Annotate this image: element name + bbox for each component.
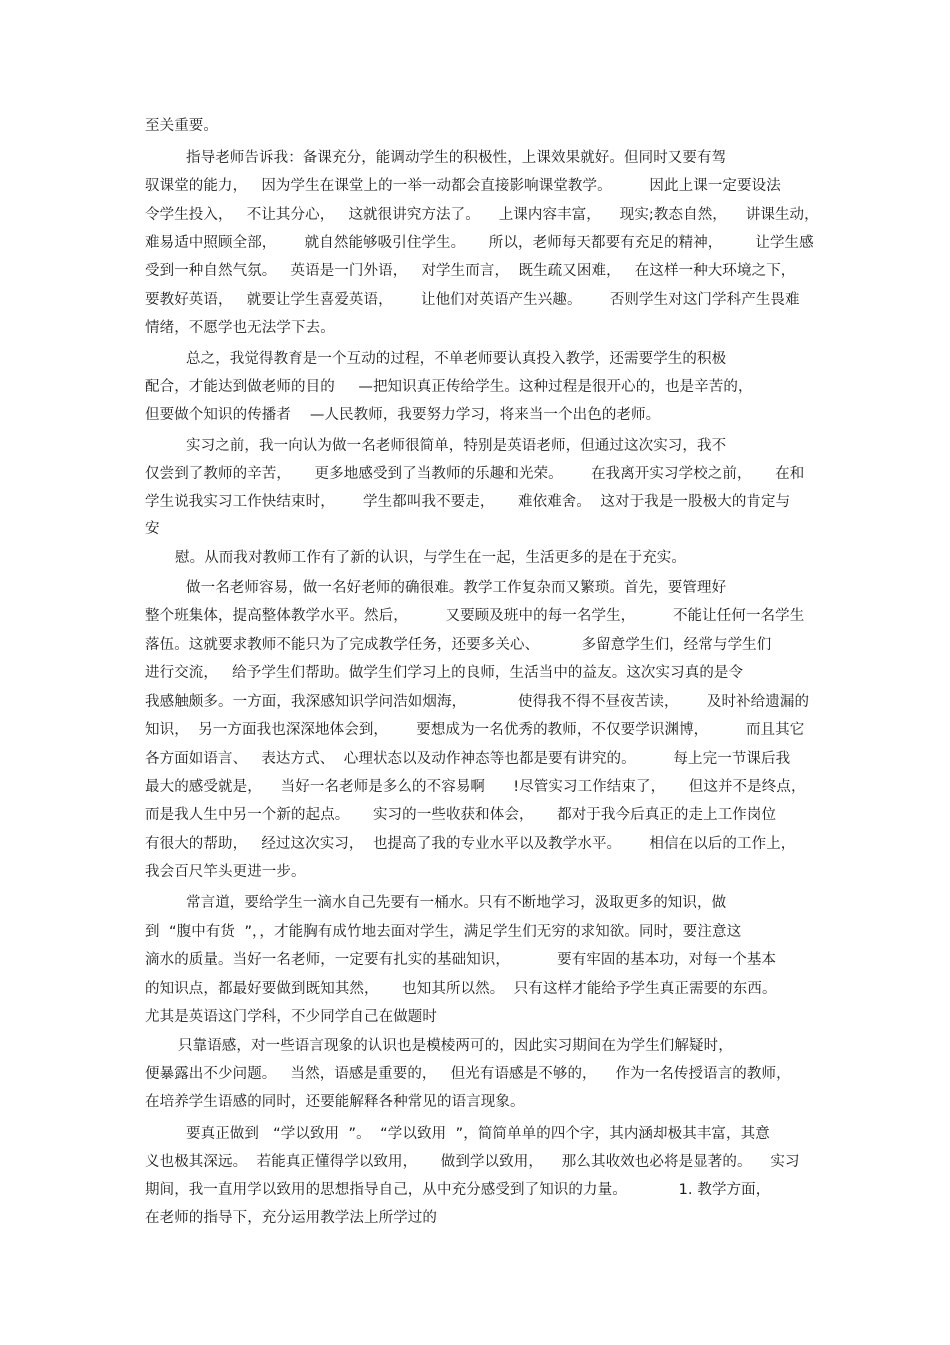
text-line: 最大的感受就是， 当好一名老师是多么的不容易啊 !尽管实习工作结束了， 但这并不是终点，: [145, 779, 806, 795]
text-line: 在老师的指导下，充分运用教学法上所学过的: [145, 1210, 437, 1226]
text-line: 做一名老师容易，做一名好老师的确很难。教学工作复杂而又繁琐。首先，要管理好: [186, 580, 727, 596]
text-line: 尤其是英语这门学科，不少同学自己在做题时: [145, 1009, 437, 1025]
text-line: 便暴露出不少问题。 当然，语感是重要的， 但光有语感是不够的， 作为一名传授语言的教师，: [145, 1066, 791, 1082]
text-line: 情绪，不愿学也无法学下去。: [145, 320, 335, 336]
text-line: 的知识点，都最好要做到既知其然， 也知其所以然。 只有这样才能给予学生真正需要的东西。: [145, 981, 777, 997]
text-line: 指导老师告诉我：备课充分，能调动学生的积极性，上课效果就好。但同时又要有驾: [186, 150, 727, 166]
text-line: 仅尝到了教师的辛苦， 更多地感受到了当教师的乐趣和光荣。 在我离开实习学校之前， 在和: [145, 466, 805, 482]
text-line: 有很大的帮助， 经过这次实习， 也提高了我的专业水平以及教学水平。 相信在以后的工作上，: [145, 836, 796, 852]
text-line: 但要做个知识的传播者 —人民教师，我要努力学习，将来当一个出色的老师。: [145, 407, 661, 423]
text-line: 令学生投入， 不让其分心， 这就很讲究方法了。 上课内容丰富， 现实;教态自然， 讲课生动，: [145, 207, 819, 223]
text-line: 安: [145, 521, 160, 537]
text-line: 各方面如语言、 表达方式、 心理状态以及动作神态等也都是要有讲究的。 每上完一节课后我: [145, 751, 791, 767]
text-line: 实习之前，我一向认为做一名老师很简单，特别是英语老师，但通过这次实习，我不: [186, 438, 727, 454]
text-line: 只靠语感，对一些语言现象的认识也是模棱两可的，因此实习期间在为学生们解疑时，: [178, 1038, 733, 1054]
text-line: 我会百尺竿头更进一步。: [145, 864, 306, 880]
text-line: 学生说我实习工作快结束时， 学生都叫我不要走， 难依难舍。 这对于我是一股极大的肯定与: [145, 494, 791, 510]
text-line: 配合，才能达到做老师的目的 —把知识真正传给学生。这种过程是很开心的，也是辛苦的，: [145, 379, 753, 395]
text-line: 难易适中照顾全部， 就自然能够吸引住学生。 所以，老师每天都要有充足的精神， 让学生感: [145, 235, 814, 251]
text-line: 驭课堂的能力， 因为学生在课堂上的一举一动都会直接影响课堂教学。 因此上课一定要设法: [145, 178, 781, 194]
text-line: 知识， 另一方面我也深深地体会到， 要想成为一名优秀的教师，不仅要学识渊博， 而且其它: [145, 722, 805, 738]
text-line: 落伍。这就要求教师不能只为了完成教学任务，还要多关心、 多留意学生们，经常与学生们: [145, 637, 772, 653]
text-line: 受到一种自然气氛。 英语是一门外语， 对学生而言， 既生疏又困难， 在这样一种大环境之下，: [145, 263, 796, 279]
text-line: 期间，我一直用学以致用的思想指导自己，从中充分感受到了知识的力量。 1. 教学方面，: [145, 1182, 771, 1198]
text-line: 滴水的质量。当好一名老师，一定要有扎实的基础知识， 要有牢固的基本功，对每一个基本: [145, 952, 777, 968]
text-line: 进行交流， 给予学生们帮助。做学生们学习上的良师，生活当中的益友。这次实习真的是令: [145, 665, 744, 681]
text-line: 至关重要。: [145, 118, 218, 134]
text-line: 在培养学生语感的同时，还要能解释各种常见的语言现象。: [145, 1094, 525, 1110]
text-line: 我感触颇多。一方面，我深感知识学问浩如烟海， 使得我不得不昼夜苦读， 及时补给遗漏的: [145, 694, 810, 710]
text-line: 整个班集体，提高整体教学水平。然后， 又要顾及班中的每一名学生， 不能让任何一名学生: [145, 608, 805, 624]
text-line: 慰。从而我对教师工作有了新的认识，与学生在一起，生活更多的是在于充实。: [175, 550, 686, 566]
text-line: 到 “腹中有货 ”，，才能胸有成竹地去面对学生，满足学生们无穷的求知欲。同时，要注意这: [145, 924, 742, 940]
text-line: 要真正做到 “学以致用 ”。 “学以致用 ”，简简单单的四个字，其内涵却极其丰富，其意: [186, 1126, 770, 1142]
text-line: 常言道，要给学生一滴水自己先要有一桶水。只有不断地学习，汲取更多的知识，做: [186, 895, 727, 911]
text-line: 义也极其深远。 若能真正懂得学以致用， 做到学以致用， 那么其收效也必将是显著的。 实习: [145, 1154, 800, 1170]
text-line: 而是我人生中另一个新的起点。 实习的一些收获和体会， 都对于我今后真正的走上工作岗位: [145, 807, 777, 823]
text-line: 总之，我觉得教育是一个互动的过程，不单老师要认真投入教学，还需要学生的积极: [186, 351, 727, 367]
text-line: 要教好英语， 就要让学生喜爱英语， 让他们对英语产生兴趣。 否则学生对这门学科产生畏难: [145, 292, 800, 308]
